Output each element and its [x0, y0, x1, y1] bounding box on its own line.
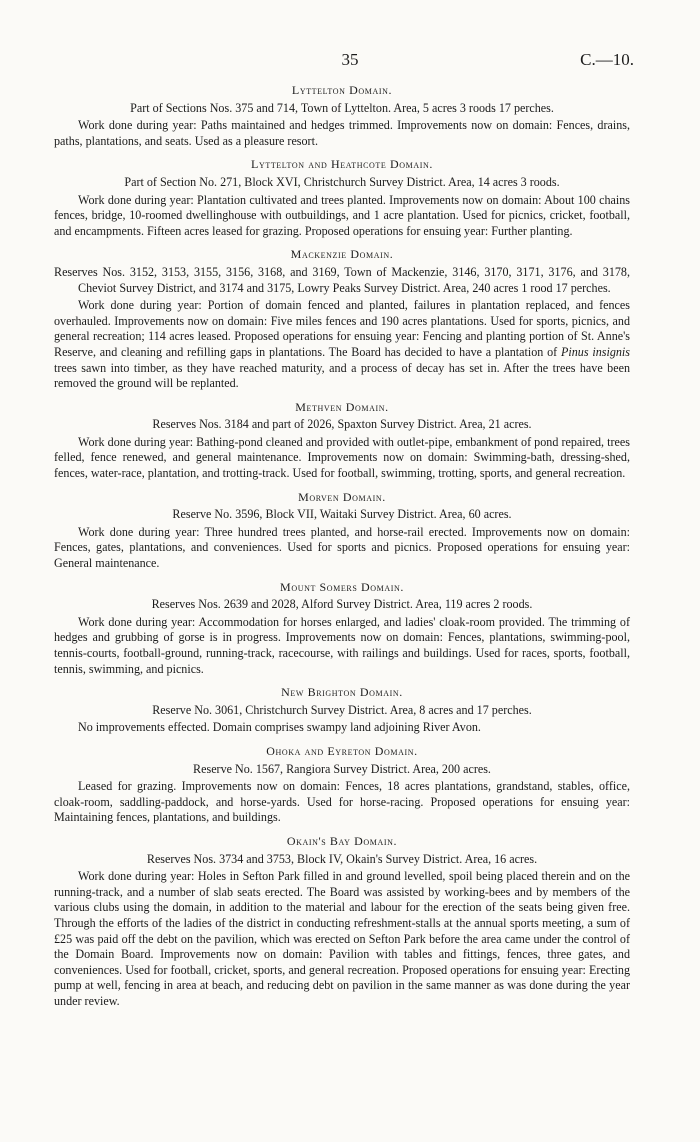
section-title: Ohoka and Eyreton Domain. — [266, 743, 418, 758]
page-content — [54, 83, 630, 1017]
page-number: 35 — [341, 50, 359, 69]
section-ohoka-eyreton-domain — [54, 744, 630, 826]
section-body: No improvements effected. Domain comprises swampy land adjoining River Avon. — [78, 720, 481, 735]
section-mackenzie-domain — [54, 247, 630, 391]
body-text-post: trees sawn into timber, as they have reached maturity, and a process of decay has set in. After the trees have been removed the ground will be replanted. — [54, 360, 630, 391]
section-body: Leased for grazing. Improvements now on domain: Fences, 18 acres plantations, grandstand, stables, office, cloak-room, saddling-paddock, and horse-yards. Used for horse-racing. Proposed operations for ensuing year: Maintaining fences, plantations, and buildings. — [54, 779, 630, 825]
section-body: Work done during year: Paths maintained and hedges trimmed. Improvements now on domain: Fences, drains, paths, plantations, and seats. Used as a pleasure resort. — [54, 118, 630, 148]
section-morven-domain — [54, 490, 630, 572]
section-reserve-description: Part of Section No. 271, Block XVI, Christchurch Survey District. Area, 14 acres 3 roods. — [124, 174, 560, 189]
section-title: Methven Domain. — [295, 399, 389, 414]
section-title: Mackenzie Domain. — [290, 247, 394, 262]
section-reserve-description: Reserves Nos. 3152, 3153, 3155, 3156, 3168, and 3169, Town of Mackenzie, 3146, 3170, 3171, 3176, and 3178, Cheviot Survey District, and 3174 and 3175, Lowry Peaks Survey District. Area, 240 acres 1 rood 17 perches. — [54, 264, 630, 295]
section-methven-domain — [54, 400, 630, 482]
section-okains-bay-domain — [54, 834, 630, 1010]
section-reserve-description: Part of Sections Nos. 375 and 714, Town of Lyttelton. Area, 5 acres 3 roods 17 perches. — [130, 100, 554, 115]
section-reserve-description: Reserves Nos. 2639 and 2028, Alford Survey District. Area, 119 acres 2 roods. — [151, 597, 533, 612]
section-new-brighton-domain — [54, 685, 630, 736]
species-name: Pinus insignis — [561, 344, 630, 359]
section-mount-somers-domain — [54, 580, 630, 678]
section-reserve-description: Reserve No. 3061, Christchurch Survey District. Area, 8 acres and 17 perches. — [152, 702, 532, 717]
section-title: New Brighton Domain. — [281, 685, 403, 700]
section-body: Work done during year: Three hundred trees planted, and horse-rail erected. Improvements now on domain: Fences, gates, plantations, and conveniences. Used for sports and picnics. Proposed operations for ensuing year: General maintenance. — [54, 524, 630, 571]
section-title: Lyttelton and Heathcote Domain. — [251, 157, 433, 172]
section-reserve-description: Reserves Nos. 3184 and part of 2026, Spaxton Survey District. Area, 21 acres. — [152, 417, 532, 432]
section-body: Work done during year: Plantation cultivated and trees planted. Improvements now on domain: About 100 chains fences, bridge, 10-roomed dwellinghouse with outbuildings, and 1 acre plantation. Used for picnics, cricket, football, and encampments. Fifteen acres leased for grazing. Proposed operations for ensuing year: Further planting. — [54, 192, 630, 238]
section-lyttelton-domain — [54, 83, 630, 149]
page-header — [0, 50, 700, 72]
section-lyttelton-heathcote-domain — [54, 157, 630, 239]
section-reserve-description: Reserve No. 3596, Block VII, Waitaki Survey District. Area, 60 acres. — [172, 507, 512, 522]
section-title: Morven Domain. — [298, 489, 386, 504]
section-body: Work done during year: Accommodation for horses enlarged, and ladies' cloak-room provided. The trimming of hedges and grubbing of gorse is in progress. Improvements now on domain: Fences, plantations, swimming-pool, tennis-courts, football-ground, running-track, racecourse, with railings and buildings. Used for races, sports, football, tennis, swimming, and picnics. — [54, 614, 630, 676]
document-reference: C.—10. — [580, 50, 634, 69]
section-body: Work done during year: Bathing-pond cleaned and provided with outlet-pipe, embankment of pond repaired, trees felled, fence renewed, and general maintenance. Improvements now on domain: Swimming-bath, dressing-shed, fences, water-race, plantation, and trotting-track. Used for football, swimming, trotting, sports, and general recreation. — [54, 434, 630, 481]
section-body — [54, 298, 630, 392]
section-reserve-description: Reserve No. 1567, Rangiora Survey District. Area, 200 acres. — [193, 761, 491, 776]
section-title: Okain's Bay Domain. — [286, 833, 398, 848]
section-reserve-description: Reserves Nos. 3734 and 3753, Block IV, Okain's Survey District. Area, 16 acres. — [146, 851, 538, 866]
section-title: Mount Somers Domain. — [280, 579, 404, 594]
body-text-pre: Work done during year: Portion of domain fenced and planted, failures in plantation replaced, and fences overhauled. Improvements now on domain: Five miles fences and 190 acres plantations. Used for sports, picnics, and general recreation; 114 acres leased. Proposed operations for ensuing year: Fencing and planting portion of St. Anne's Reserve, and cleaning and refilling gaps in plantations. The Board has decided to have a plantation of — [54, 298, 630, 359]
section-title: Lyttelton Domain. — [291, 83, 393, 97]
section-body: Work done during year: Holes in Sefton Park filled in and ground levelled, spoil being placed therein and on the running-track, and a number of slab seats erected. The Board was assisted by working-bees and by members of the various clubs using the domain, in addition to the material and labour for the erection of the seats being given free. Through the efforts of the ladies of the district in conducting refreshment-stalls at the annual sports meeting, a sum of £25 was paid off the debt on the pavilion, which was erected on Sefton Park before the area came under the control of the Domain Board. Improvements now on domain: Pavilion with tables and fittings, fences, three gates, and conveniences. Used for football, cricket, sports, and general recreation. Proposed operations for ensuing year: Erecting pump at well, fencing in area at beach, and reducing debt on pavilion in the same manner as was done during the year under review. — [54, 869, 630, 1008]
